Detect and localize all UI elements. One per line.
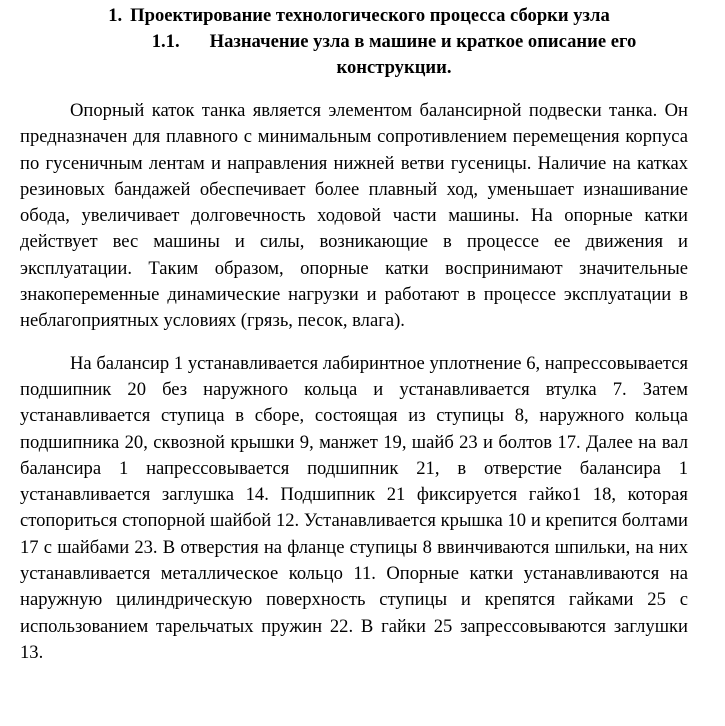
document-page: [20, 0, 688, 666]
section-number: 1.: [108, 5, 123, 26]
paragraph-assembly: На балансир 1 устанавливается лабиринтное уплотнение 6, напрессовывается подшипник 20 без наружного кольца и устанавливается втулка 7. Затем устанавливается ступица в сборе, состоящая из ступицы 8, наружного кольца подшипника 20, сквозной крышки 9, манжет 19, шайб 23 и болтов 17. Далее на вал балансира 1 напрессовывается подшипник 21, в отверстие балансира 1 устанавливается заглушка 14. Подшипник 21 фиксируется гайко1 18, которая стопориться стопорной шайбой 12. Устанавливается крышка 10 и крепится болтами 17 с шайбами 23. В отверстия на фланце ступицы 8 ввинчиваются шпильки, на них устанавливается металлическое кольцо 11. Опорные катки устанавливаются на наружную цилиндрическую поверхность ступицы и крепятся гайками 25 с использованием тарельчатых пружин 22. В гайки 25 запрессовываются заглушки 13.: [20, 352, 688, 663]
paragraph-purpose: Опорный каток танка является элементом балансирной подвески танка. Он предназначен для плавного с минимальным сопротивлением перемещения корпуса по гусеничным лентам и направления нижней ветви гусеницы. Наличие на катках резиновых бандажей обеспечивает более плавный ход, уменьшает изнашивание обода, увеличивает долговечность ходовой части машины. На опорные катки действует вес машины и силы, возникающие в процессе ее движения и эксплуатации. Таким образом, опорные катки воспринимают значительные знакопеременные динамические нагрузки и работают в процессе эксплуатации в неблагоприятных условиях (грязь, песок, влага).: [20, 100, 688, 332]
subsection-title: Назначение узла в машине и краткое описание его конструкции.: [209, 31, 637, 78]
section-title: Проектирование технологического процесса сборки узла: [130, 5, 610, 26]
subsection-number: 1.1.: [151, 31, 180, 52]
subsection-heading: [20, 29, 688, 81]
section-heading: [20, 3, 688, 29]
